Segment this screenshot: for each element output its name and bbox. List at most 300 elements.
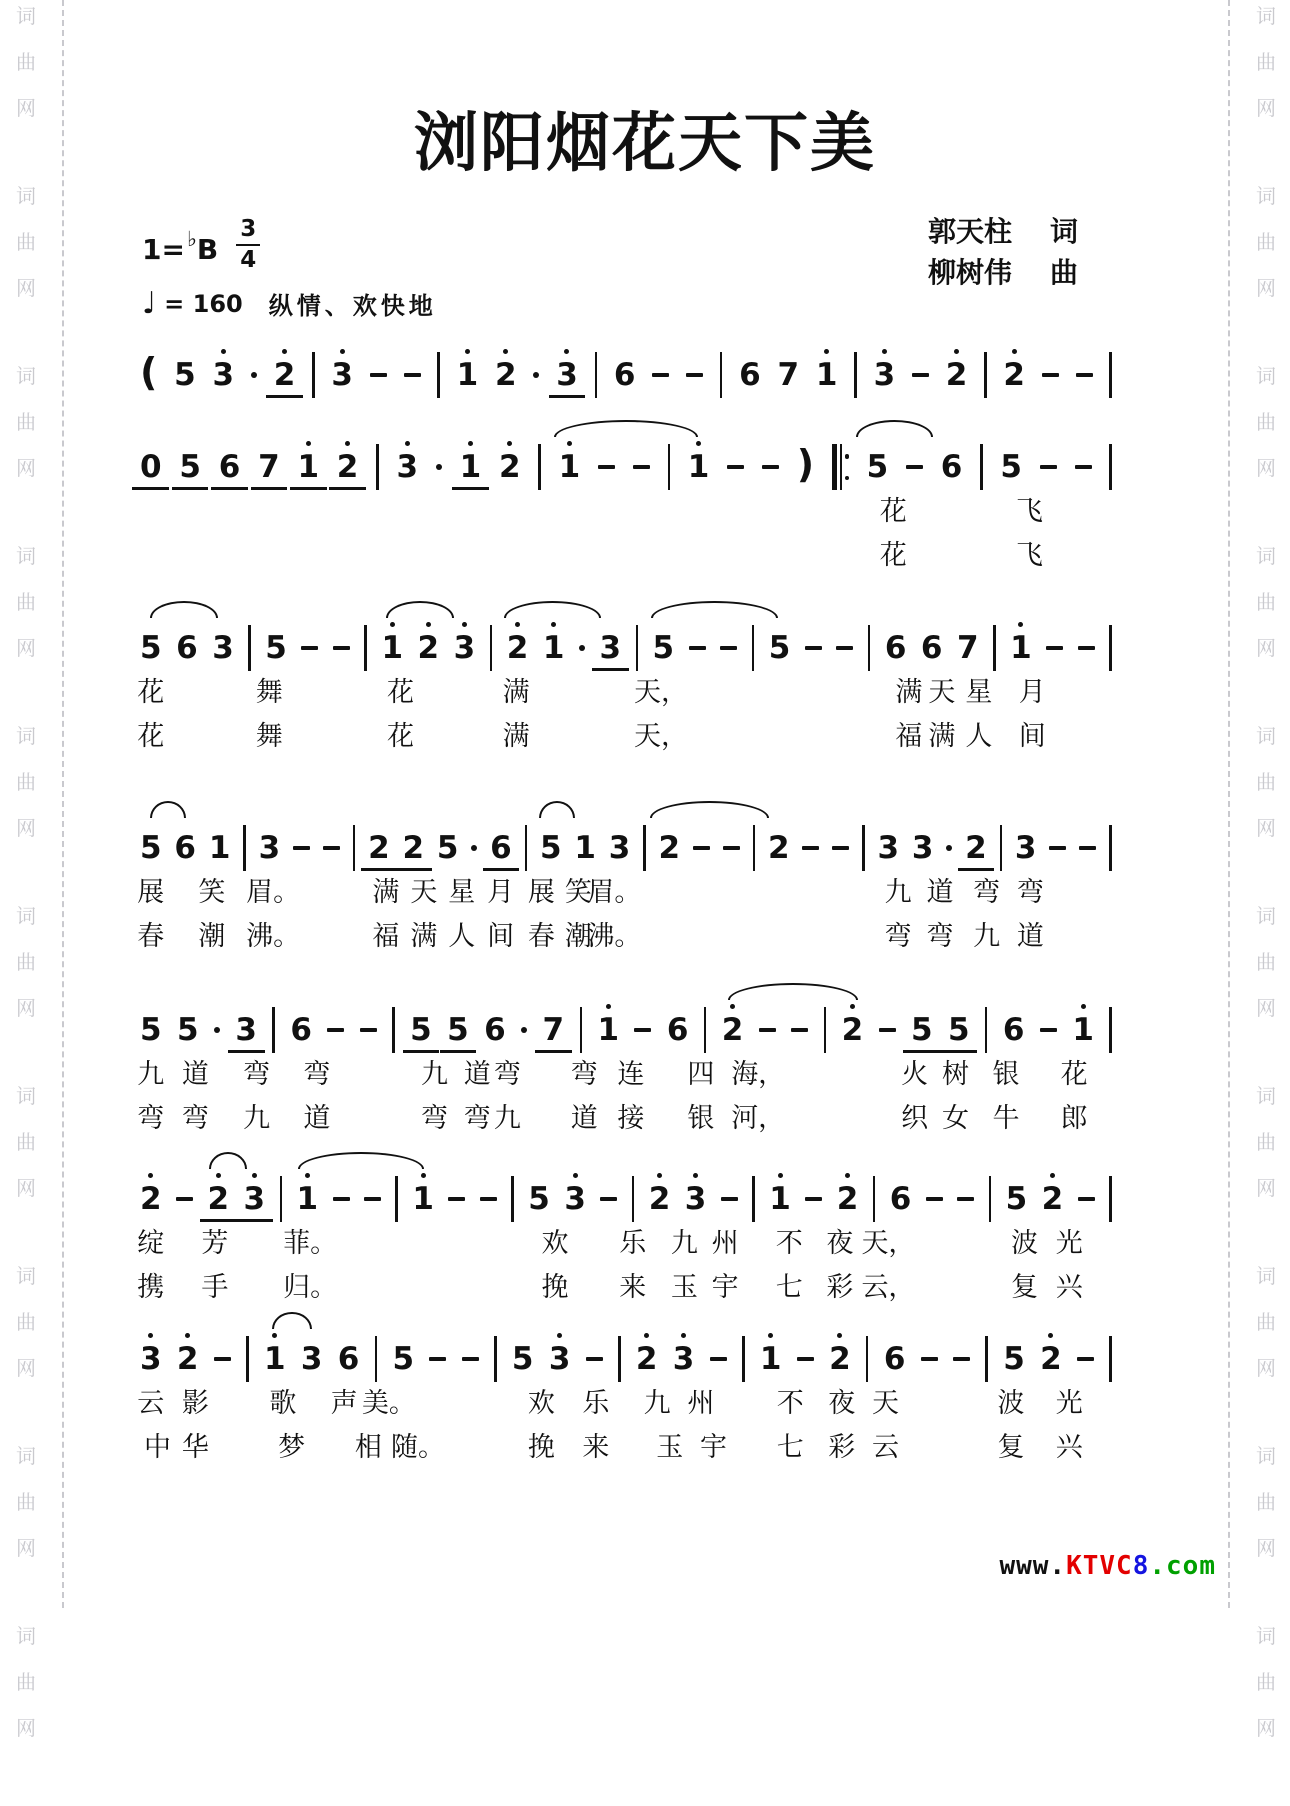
lyric-syllable: 连 — [617, 1059, 645, 1090]
barline — [376, 444, 379, 490]
side-watermark-char: 曲 — [1256, 50, 1276, 74]
site-watermark — [999, 1551, 1216, 1581]
barline — [246, 1336, 249, 1382]
barline — [985, 1007, 988, 1053]
barline — [272, 1007, 275, 1053]
lyric-syllable: 弯 — [493, 1059, 521, 1090]
lyric-syllable: 九 — [137, 1059, 165, 1090]
note: 2 — [842, 1015, 864, 1046]
barline — [580, 1007, 583, 1053]
side-watermark-char: 曲 — [16, 50, 36, 74]
lyric-syllable: 星 — [965, 677, 993, 708]
note: 2 — [1003, 360, 1025, 391]
notation-row — [140, 1333, 1112, 1385]
side-watermark-char: 词 — [16, 1084, 36, 1108]
side-watermark-char: 曲 — [1256, 1310, 1276, 1334]
note: 5 — [539, 829, 562, 866]
octave-dot — [681, 1333, 686, 1338]
lyrics-row — [137, 1228, 1112, 1261]
note: 1 — [760, 1344, 782, 1375]
note: 2 — [1040, 1344, 1062, 1375]
lyric-syllable: 弯 — [570, 1059, 598, 1090]
lyric-syllable: 舞 — [255, 721, 283, 752]
duration-dash — [912, 373, 929, 378]
note: 1 — [559, 452, 581, 483]
repeat-dot — [845, 454, 850, 459]
side-watermark-char: 网 — [16, 1536, 36, 1560]
side-watermark-char: 曲 — [16, 590, 36, 614]
note: 3 — [685, 1184, 707, 1215]
note: 5 — [911, 1015, 933, 1046]
duration-dash — [836, 646, 853, 651]
octave-dot — [515, 622, 520, 627]
side-watermark-char: 曲 — [1256, 1490, 1276, 1514]
note: 5 — [1003, 1340, 1025, 1377]
lyric-syllable: 女 — [942, 1103, 969, 1134]
note: 6 — [666, 1011, 689, 1048]
score-line — [137, 1145, 1112, 1315]
note: 6 — [920, 629, 943, 666]
lyric-syllable: 道 — [463, 1059, 491, 1090]
key-signature — [142, 210, 437, 273]
lyric-syllable: 不 — [775, 1228, 803, 1259]
site-watermark-part: .com — [1149, 1551, 1216, 1581]
barline — [742, 1336, 745, 1382]
duration-dash — [1046, 646, 1063, 651]
side-watermark-char: 网 — [16, 456, 36, 480]
octave-dot — [305, 1173, 310, 1178]
duration-dash — [600, 1197, 617, 1202]
lyric-syllable: 天 — [872, 1388, 900, 1419]
repeat-dot — [845, 476, 850, 481]
octave-dot — [1018, 622, 1023, 627]
note: 3 — [212, 629, 234, 666]
notation-row — [140, 349, 1112, 401]
lyric-syllable: 玉 — [656, 1432, 684, 1463]
note: 3 — [599, 633, 621, 664]
barline — [595, 352, 598, 398]
lyric-syllable: 随。 — [390, 1432, 445, 1463]
note: 6 — [1002, 1011, 1025, 1048]
lyric-syllable: 复 — [997, 1432, 1025, 1463]
meter-numerator: 3 — [236, 218, 260, 246]
octave-dot — [824, 349, 829, 354]
note: 1 — [297, 1184, 319, 1215]
lyric-syllable: 波 — [1011, 1228, 1039, 1259]
lyric-syllable: 彩 — [828, 1432, 856, 1463]
lyric-syllable: 月 — [487, 877, 515, 908]
lyric-syllable: 眉。 — [587, 877, 642, 908]
octave-dot — [882, 349, 887, 354]
lyrics-row — [140, 497, 1112, 529]
side-watermark-char: 曲 — [16, 1310, 36, 1334]
side-watermark-char: 曲 — [16, 230, 36, 254]
note: 2 — [829, 1344, 851, 1375]
duration-dash — [921, 1357, 938, 1362]
duration-dash — [333, 646, 350, 651]
barline — [824, 1007, 827, 1053]
side-watermark-char: 曲 — [16, 1490, 36, 1514]
tempo-value: = 160 — [164, 289, 243, 318]
note: 5 — [511, 1340, 534, 1377]
barline — [862, 825, 865, 871]
barline — [752, 1176, 755, 1222]
slur — [856, 420, 933, 437]
duration-dash — [633, 465, 650, 470]
octave-dot — [426, 622, 431, 627]
note: 5 — [410, 1015, 432, 1046]
side-watermark-char: 网 — [16, 1356, 36, 1380]
lyricist-credit — [928, 212, 1078, 253]
lyric-syllable: 花 — [386, 721, 414, 752]
side-watermark-char: 网 — [16, 1176, 36, 1200]
right-dashed-rule — [1228, 0, 1230, 1608]
duration-dash — [652, 373, 669, 378]
octave-dot — [730, 1004, 735, 1009]
lyrics-row — [137, 721, 1112, 754]
barline — [364, 625, 367, 671]
lyric-syllable: 弯 — [1016, 877, 1044, 908]
lyric-syllable: 道 — [570, 1103, 598, 1134]
octave-dot — [644, 1333, 649, 1338]
note: 3 — [396, 452, 418, 483]
note: 6 — [883, 1340, 906, 1377]
side-watermark-char: 网 — [1256, 1356, 1276, 1380]
eighth-underline — [290, 487, 327, 490]
side-watermark-char: 词 — [16, 544, 36, 568]
augmentation-dot — [471, 845, 477, 851]
duration-dash — [1076, 373, 1093, 378]
note: 5 — [866, 448, 889, 485]
note: 6 — [884, 629, 907, 666]
duration-dash — [301, 646, 318, 651]
side-watermark-char: 曲 — [1256, 1130, 1276, 1154]
barline — [494, 1336, 497, 1382]
duration-dash — [480, 1197, 497, 1202]
note: 2 — [1042, 1184, 1064, 1215]
duration-dash — [926, 1197, 943, 1202]
lyric-syllable: 影 — [181, 1388, 209, 1419]
octave-dot — [1048, 1333, 1053, 1338]
barline — [1000, 825, 1003, 871]
score-line — [137, 1305, 1112, 1475]
side-watermark-char: 网 — [16, 816, 36, 840]
eighth-underline — [903, 1050, 940, 1053]
lyric-syllable: 中 — [143, 1432, 171, 1463]
lyric-syllable: 梦 — [278, 1432, 306, 1463]
lyric-syllable: 乐 — [582, 1388, 610, 1419]
duration-dash — [586, 1357, 603, 1362]
barline — [1109, 625, 1112, 671]
octave-dot — [421, 1173, 426, 1178]
octave-dot — [503, 349, 508, 354]
lyric-syllable: 玉 — [670, 1272, 698, 1303]
duration-dash — [333, 1197, 350, 1202]
note: 1 — [297, 452, 319, 483]
note: 6 — [889, 1180, 912, 1217]
side-watermark-char: 词 — [1256, 724, 1276, 748]
lyrics-row — [137, 1388, 1112, 1421]
note: 1 — [816, 360, 838, 391]
note: 5 — [140, 629, 162, 666]
octave-dot — [850, 1004, 855, 1009]
slur — [150, 801, 186, 818]
lyric-syllable: 弯 — [181, 1103, 209, 1134]
note: 3 — [300, 1340, 323, 1377]
barline — [868, 625, 871, 671]
duration-dash — [797, 1357, 814, 1362]
octave-dot — [405, 441, 410, 446]
duration-dash — [323, 846, 340, 851]
lyric-syllable: 弯 — [926, 921, 954, 952]
lyric-syllable: 光 — [1055, 1388, 1083, 1419]
side-watermark-char: 网 — [16, 636, 36, 660]
lyrics-row — [137, 677, 1112, 710]
lyric-syllable: 福 — [372, 921, 400, 952]
duration-dash — [693, 846, 710, 851]
side-watermark-char: 网 — [1256, 1536, 1276, 1560]
lyric-syllable: 波 — [997, 1388, 1025, 1419]
side-watermark-char: 曲 — [16, 1670, 36, 1694]
duration-dash — [1042, 373, 1059, 378]
composer-role: 曲 — [1050, 255, 1079, 289]
lyric-syllable: 郎 — [1060, 1103, 1088, 1134]
lyric-syllable: 挽 — [527, 1432, 555, 1463]
lyric-syllable: 天， — [633, 721, 688, 752]
barline — [753, 825, 756, 871]
lyric-syllable: 花 — [879, 540, 907, 571]
note: 3 — [608, 829, 631, 866]
lyric-syllable: 光 — [1055, 1228, 1083, 1259]
duration-dash — [404, 373, 421, 378]
lyric-syllable: 人 — [448, 921, 476, 952]
key-equals: = — [161, 233, 185, 266]
note: 2 — [658, 829, 681, 866]
lyric-syllable: 花 — [1060, 1059, 1088, 1090]
side-watermark-char: 曲 — [16, 410, 36, 434]
duration-dash — [1075, 465, 1092, 470]
note: 2 — [946, 360, 968, 391]
barline — [490, 625, 493, 671]
lyric-syllable: 间 — [487, 921, 515, 952]
score-line — [140, 413, 1112, 583]
octave-dot — [551, 622, 556, 627]
duration-dash — [953, 1357, 970, 1362]
lyrics-row — [137, 1103, 1112, 1136]
meter-denominator: 4 — [240, 247, 257, 273]
lyric-syllable: 云， — [861, 1272, 916, 1303]
octave-dot — [573, 1173, 578, 1178]
octave-dot — [507, 441, 512, 446]
quarter-note-icon: ♩ — [142, 286, 157, 321]
lyric-syllable: 兴 — [1055, 1432, 1083, 1463]
barline — [854, 352, 857, 398]
barline — [668, 444, 671, 490]
eighth-underline — [132, 487, 169, 490]
lyric-syllable: 飞 — [1015, 496, 1043, 527]
lyric-syllable: 满 — [502, 721, 530, 752]
score-line — [137, 976, 1112, 1146]
barline — [353, 825, 356, 871]
lyric-syllable: 满 — [502, 677, 530, 708]
side-watermark-char: 网 — [1256, 96, 1276, 120]
note: 3 — [911, 829, 934, 866]
octave-dot — [954, 349, 959, 354]
octave-dot — [282, 349, 287, 354]
note: 1 — [688, 452, 710, 483]
expression-text: 纵情、欢快地 — [268, 292, 437, 320]
note: 5 — [652, 629, 675, 666]
side-watermark-char: 曲 — [1256, 770, 1276, 794]
lyric-syllable: 兴 — [1055, 1272, 1083, 1303]
note: 6 — [613, 356, 636, 393]
note: 2 — [274, 360, 296, 391]
side-watermark-char: 词 — [1256, 4, 1276, 28]
duration-dash — [762, 465, 779, 470]
note: 1 — [412, 1184, 434, 1215]
duration-dash — [634, 1028, 651, 1033]
note: 2 — [368, 833, 390, 864]
lyric-syllable: 花 — [386, 677, 414, 708]
duration-dash — [759, 1028, 776, 1033]
lyric-syllable: 携 — [137, 1272, 165, 1303]
note: 6 — [337, 1340, 360, 1377]
lyric-syllable: 七 — [776, 1432, 804, 1463]
note: 5 — [265, 629, 287, 666]
side-watermark-char: 词 — [1256, 1264, 1276, 1288]
note: 3 — [454, 633, 476, 664]
lyric-syllable: 河， — [731, 1103, 786, 1134]
octave-dot — [606, 1004, 611, 1009]
note: 2 — [837, 1184, 859, 1215]
lyric-syllable: 美。 — [361, 1388, 416, 1419]
lyric-syllable: 星 — [448, 877, 476, 908]
side-watermark-char: 词 — [16, 1444, 36, 1468]
lyricist-role: 词 — [1050, 215, 1079, 248]
barline — [618, 1336, 621, 1382]
lyric-syllable: 弯 — [137, 1103, 165, 1134]
octave-dot — [778, 1173, 783, 1178]
score-line — [137, 594, 1112, 764]
side-watermark-char: 曲 — [16, 950, 36, 974]
lyric-syllable: 九 — [670, 1228, 698, 1259]
octave-dot — [272, 1333, 277, 1338]
lyricist-name: 郭天柱 — [928, 215, 1013, 248]
duration-dash — [686, 373, 703, 378]
note: 2 — [207, 1184, 229, 1215]
lyric-syllable: 九 — [243, 1103, 271, 1134]
eighth-underline — [266, 395, 303, 398]
note: 2 — [337, 452, 359, 483]
duration-dash — [598, 465, 615, 470]
lyric-syllable: 菲。 — [283, 1228, 338, 1259]
left-watermark-column — [16, 6, 36, 1806]
tempo-marking — [142, 286, 437, 321]
octave-dot — [221, 349, 226, 354]
note: 6 — [290, 1011, 312, 1048]
duration-dash — [879, 1028, 896, 1033]
note: 1 — [457, 360, 479, 391]
note: 3 — [244, 1184, 266, 1215]
note: 6 — [219, 452, 241, 483]
lyric-syllable: 花 — [879, 496, 907, 527]
barline — [248, 625, 251, 671]
lyric-syllable: 来 — [619, 1272, 647, 1303]
octave-dot — [657, 1173, 662, 1178]
barline — [538, 444, 541, 490]
note: 2 — [418, 633, 440, 664]
octave-dot — [845, 1173, 850, 1178]
lyric-syllable: 道 — [303, 1103, 331, 1134]
note: 2 — [495, 360, 517, 391]
eighth-underline — [236, 1219, 273, 1222]
note: 3 — [549, 1344, 571, 1375]
phrase-paren: ) — [796, 442, 815, 486]
notation-row — [140, 441, 1112, 493]
repeat-start-barline — [832, 444, 849, 490]
lyric-syllable: 人 — [965, 721, 993, 752]
song-title: 浏阳烟花天下美 — [414, 107, 876, 181]
lyrics-row — [137, 1059, 1112, 1092]
octave-dot — [1012, 349, 1017, 354]
duration-dash — [721, 1197, 738, 1202]
lyric-syllable: 潮 — [198, 921, 226, 952]
octave-dot — [306, 441, 311, 446]
lyric-syllable: 天， — [861, 1228, 916, 1259]
side-watermark-char: 词 — [1256, 1444, 1276, 1468]
barline — [1109, 825, 1112, 871]
side-watermark-char: 网 — [1256, 456, 1276, 480]
barline — [312, 352, 315, 398]
note: 1 — [574, 829, 596, 866]
note: 3 — [235, 1015, 257, 1046]
composer-name: 柳树伟 — [928, 255, 1013, 289]
note: 3 — [1014, 829, 1037, 866]
augmentation-dot — [251, 372, 257, 378]
barline — [989, 1176, 992, 1222]
side-watermark-char: 词 — [1256, 1084, 1276, 1108]
side-watermark-char: 词 — [1256, 1624, 1276, 1648]
notation-row — [140, 622, 1112, 674]
note: 5 — [177, 1011, 199, 1048]
repeat-thin-bar — [840, 444, 842, 490]
duration-dash — [448, 1197, 465, 1202]
barline — [752, 625, 755, 671]
duration-dash — [364, 1197, 381, 1202]
side-watermark-char: 词 — [16, 364, 36, 388]
lyric-syllable: 九 — [421, 1059, 449, 1090]
octave-dot — [340, 349, 345, 354]
barline — [636, 625, 639, 671]
duration-dash — [360, 1028, 377, 1033]
duration-dash — [957, 1197, 974, 1202]
lyric-syllable: 欢 — [541, 1228, 569, 1259]
left-dashed-rule — [62, 0, 64, 1608]
duration-dash — [1079, 846, 1096, 851]
lyric-syllable: 夜 — [826, 1228, 854, 1259]
side-watermark-char: 词 — [16, 4, 36, 28]
score-line — [137, 794, 1112, 964]
barline — [720, 352, 723, 398]
note: 0 — [140, 452, 162, 483]
lyric-syllable: 接 — [617, 1103, 645, 1134]
side-watermark-char: 曲 — [1256, 950, 1276, 974]
lyric-syllable: 四 — [687, 1059, 715, 1090]
side-watermark-char: 词 — [16, 904, 36, 928]
lyric-syllable: 展 — [137, 877, 165, 908]
site-watermark-part: 8 — [1132, 1551, 1150, 1581]
note: 1 — [460, 452, 482, 483]
